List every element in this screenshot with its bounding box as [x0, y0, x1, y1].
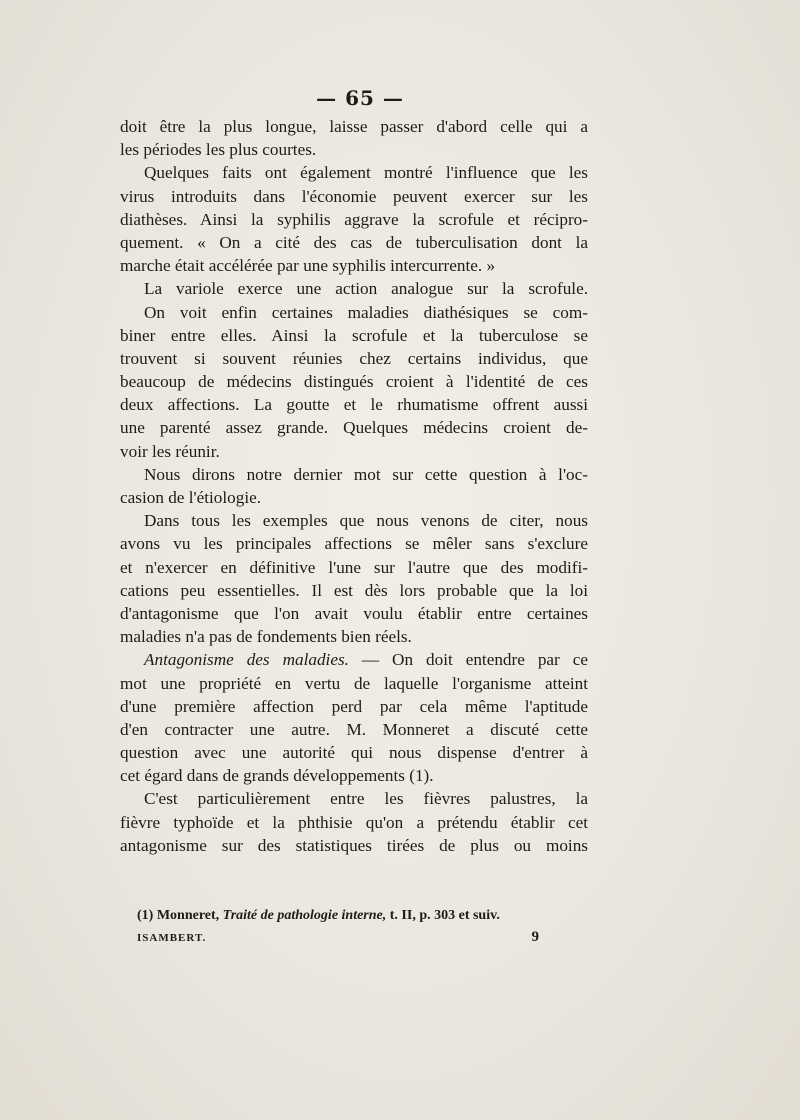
text-line: C'est particulièrement entre les fièvres palustres, la: [144, 789, 588, 809]
footnote-title: Traité de pathologie interne,: [222, 908, 387, 923]
text-line: deux affections. La goutte et le rhumatisme offrent aussi: [120, 395, 588, 415]
text-line: doit être la plus longue, laisse passer d'abord celle qui a: [120, 117, 588, 136]
text-line: [120, 648, 588, 671]
text-line: cations peu essentielles. Il est dès lors probable que la loi: [120, 580, 588, 600]
text-line: et n'exercer en définitive l'une sur l'autre que des modifi-: [120, 557, 588, 577]
text-line: On voit enfin certaines maladies diathésiques se com-: [144, 302, 588, 322]
text-line: beaucoup de médecins distingués croient à l'identité de ces: [120, 372, 588, 392]
text-line: Nous dirons notre dernier mot sur cette question à l'oc-: [144, 464, 588, 484]
text-line: maladies n'a pas de fondements bien réels.: [120, 627, 412, 647]
footnote-marker: (1): [137, 908, 154, 923]
footnote-author: Monneret,: [156, 908, 220, 923]
footnote: [137, 906, 567, 926]
text-line: casion de l'étiologie.: [120, 488, 262, 507]
page-number: — 65 —: [316, 86, 404, 110]
text-line: fièvre typhoïde et la phthisie qu'on a prétendu établir cet: [120, 812, 588, 832]
section-heading: Antagonisme des maladies.: [144, 650, 349, 670]
text-line: d'en contracter une autre. M. Monneret a discuté cette: [120, 719, 588, 739]
text-line: mot une propriété en vertu de laquelle l'organisme atteint: [120, 673, 588, 693]
printer-signature: ISAMBERT.: [137, 932, 207, 944]
footnote-reference: t. II, p. 303 et suiv.: [389, 908, 500, 923]
text-line: antagonisme sur des statistiques tirées de plus ou moins: [120, 835, 588, 855]
text-line: cet égard dans de grands développements (1).: [120, 766, 434, 786]
text-line: une parenté assez grande. Quelques médecins croient de-: [120, 418, 588, 438]
body-text: [120, 115, 588, 857]
text-line: Quelques faits ont également montré l'influence que les: [144, 163, 588, 183]
text-line: virus introduits dans l'économie peuvent exercer sur les: [120, 186, 588, 206]
text-line: La variole exerce une action analogue sur la scrofule.: [144, 279, 588, 299]
text-line: Dans tous les exemples que nous venons de citer, nous: [144, 511, 588, 531]
text-line: d'antagonisme que l'on avait voulu établir entre certaines: [120, 603, 588, 623]
text-line: voir les réunir.: [120, 441, 220, 461]
text-line: d'une première affection perd par cela même l'aptitude: [120, 696, 588, 716]
text-line: marche était accélérée par une syphilis intercurrente. »: [120, 256, 496, 276]
text-line: les périodes les plus courtes.: [120, 140, 317, 160]
text-line-rest: — On doit entendre par ce: [348, 650, 588, 670]
sheet-number: 9: [531, 929, 539, 945]
footnote-line: [137, 906, 567, 926]
text-line: diathèses. Ainsi la syphilis aggrave la scrofule et récipro-: [120, 209, 588, 229]
text-line: question avec une autorité qui nous dispense d'entrer à: [120, 743, 588, 763]
text-line: biner entre elles. Ainsi la scrofule et la tuberculose se: [120, 325, 588, 345]
text-line: quement. « On a cité des cas de tuberculisation dont la: [120, 232, 588, 252]
text-line: avons vu les principales affections se mêler sans s'exclure: [120, 534, 588, 554]
text-line: trouvent si souvent réunies chez certains individus, que: [120, 348, 588, 368]
